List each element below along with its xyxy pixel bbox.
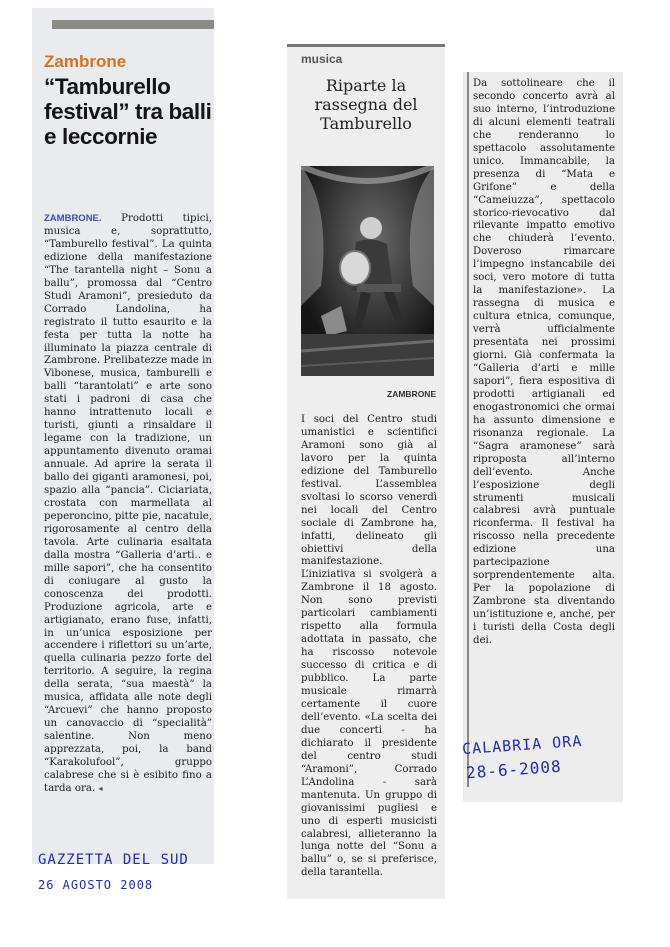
- top-rule: [287, 44, 445, 47]
- photo-dateline: ZAMBRONE: [387, 389, 437, 399]
- article-headline: Riparte la rassegna del Tamburello: [314, 76, 418, 133]
- dateline: ZAMBRONE.: [44, 213, 102, 224]
- article-headline: “Tamburello festival” tra balli e leccornie: [44, 74, 212, 149]
- handwritten-date-gazzetta: 26 AGOSTO 2008: [38, 878, 154, 892]
- musician-photo-drawing: [301, 166, 434, 376]
- handwritten-date-calabria-ora: 28-6-2008: [465, 756, 563, 783]
- column-border: [467, 72, 469, 787]
- handwritten-source-calabria-ora: CALABRIA ORA: [461, 731, 583, 759]
- section-label: musica: [301, 52, 343, 66]
- article-body: I soci del Centro studi umanistici e scientifici Aramoni sono già al lavoro per la quinta edizione del Tamburello festival. L’assemblea svoltasi lo scorso venerdì nei locali del Centro sociale di Zambrone ha, infatti, delineato gli obiettivi della manifestazione. L’iniziativa si svolgerà a Zambrone il 18 agosto. Non sono previsti particolari cambiamenti rispetto alla formula adottata in passato, che ha riscosso notevole successo di critica e di pubblico. La parte musicale rimarrà certamente il cuore dell’evento. «La scelta dei due concerti - ha dichiarato il presidente del centro studi “Aramoni”, Corrado L’Andolina - sarà mantenuta. Un gruppo di giovanissimi pugliesi e uno di esperti musicisti calabresi, allieteranno la lunga notte del “Sonu a ballu” o, se si preferisce, della tarantella.: [301, 414, 437, 879]
- clipping-calabria-ora-part2: [463, 72, 623, 802]
- article-body: [44, 213, 212, 796]
- article-body: Da sottolineare che il secondo concerto avrà al suo interno, l’introduzione di alcuni elementi teatrali che renderanno lo spettacolo assolutamente unico. Immancabile, la presenza di “Mata e Grifone” e della “Cameiuzza”, spettacolo storico-rievocativo dal rilevante impatto emotivo che chiuderà l’evento. Doveroso rimarcare l’impegno instancabile dei soci, vero motore di tutta la manifestazione». La rassegna di musica e cultura etnica, comunque, verrà ufficialmente presentata nei prossimi giorni. Già confermata la “Galleria d’arti e mille sapori”, fiera espositiva di prodotti artigianali ed enogastronomici che ormai ha assunto dimensione e risonanza regionale. La “Sagra aramonese” sarà riproposta all’interno dell’evento. Anche l’esposizione degli strumenti musicali calabresi avrà puntuale riconferma. Il festival ha riscosso nella precedente edizione una partecipazione sorprendentemente alta. Per la popolazione di Zambrone sta diventando un’istituzione e, anche, per i turisti della Costa degli dei.: [473, 78, 615, 646]
- clipping-calabria-ora-part1: [287, 44, 445, 899]
- end-mark-icon: ◂: [98, 783, 103, 793]
- clipping-gazzetta-del-sud: [32, 8, 214, 864]
- header-rule: [52, 20, 214, 29]
- section-label: Zambrone: [44, 52, 127, 71]
- article-text: Prodotti tipici, musica e, soprattutto, “Tamburello festival”. La quinta edizione della manifestazione “The tarantella night – Sonu a ballu”, promossa dal “Centro Studi Aramoni”, presieduto da Corrado Landolina, ha registrato il tutto esaurito e la festa per tutta la notte ha illuminato la piazza centrale di Zambrone. Prelibatezze made in Vibonese, musica, tamburelli e balli “tarantolati” e arte sono stati i padroni di casa che hanno intrattenuto locali e turisti, giunti a rinsaldare il legame con la tradizione, un appuntamento divenuto oramai annuale. Ad aprire la serata il ballo dei giganti aramonesi, poi, spazio alla “pancia”. Ciciariata, crostata con marmellata al peperoncino, pitte pie, nacatule, rigorosamente al centro della tavola. Arte culinaria esaltata dalla mostra “Galleria d’arti.. e mille sapori”, che ha consentito di coniugare al gusto la conoscenza dei prodotti. Produzione agricola, arte e artigianato, erano fuse, infatti, in un’unica esposizione per accendere i riflettori su un’arte, quella culinaria pezzo forte del territorio. A seguire, la regina della serata, “sua maestà” la musica, affidata alle note degli “Arcuevi” che hanno proposto un canovaccio di “specialità” salentine. Non meno apprezzata, poi, la band “Karakolufool”, gruppo calabrese che si è esibito fino a tarda ora.: [44, 213, 212, 794]
- handwritten-source-gazzetta: GAZZETTA DEL SUD: [38, 852, 189, 868]
- musician-photo: [301, 166, 434, 376]
